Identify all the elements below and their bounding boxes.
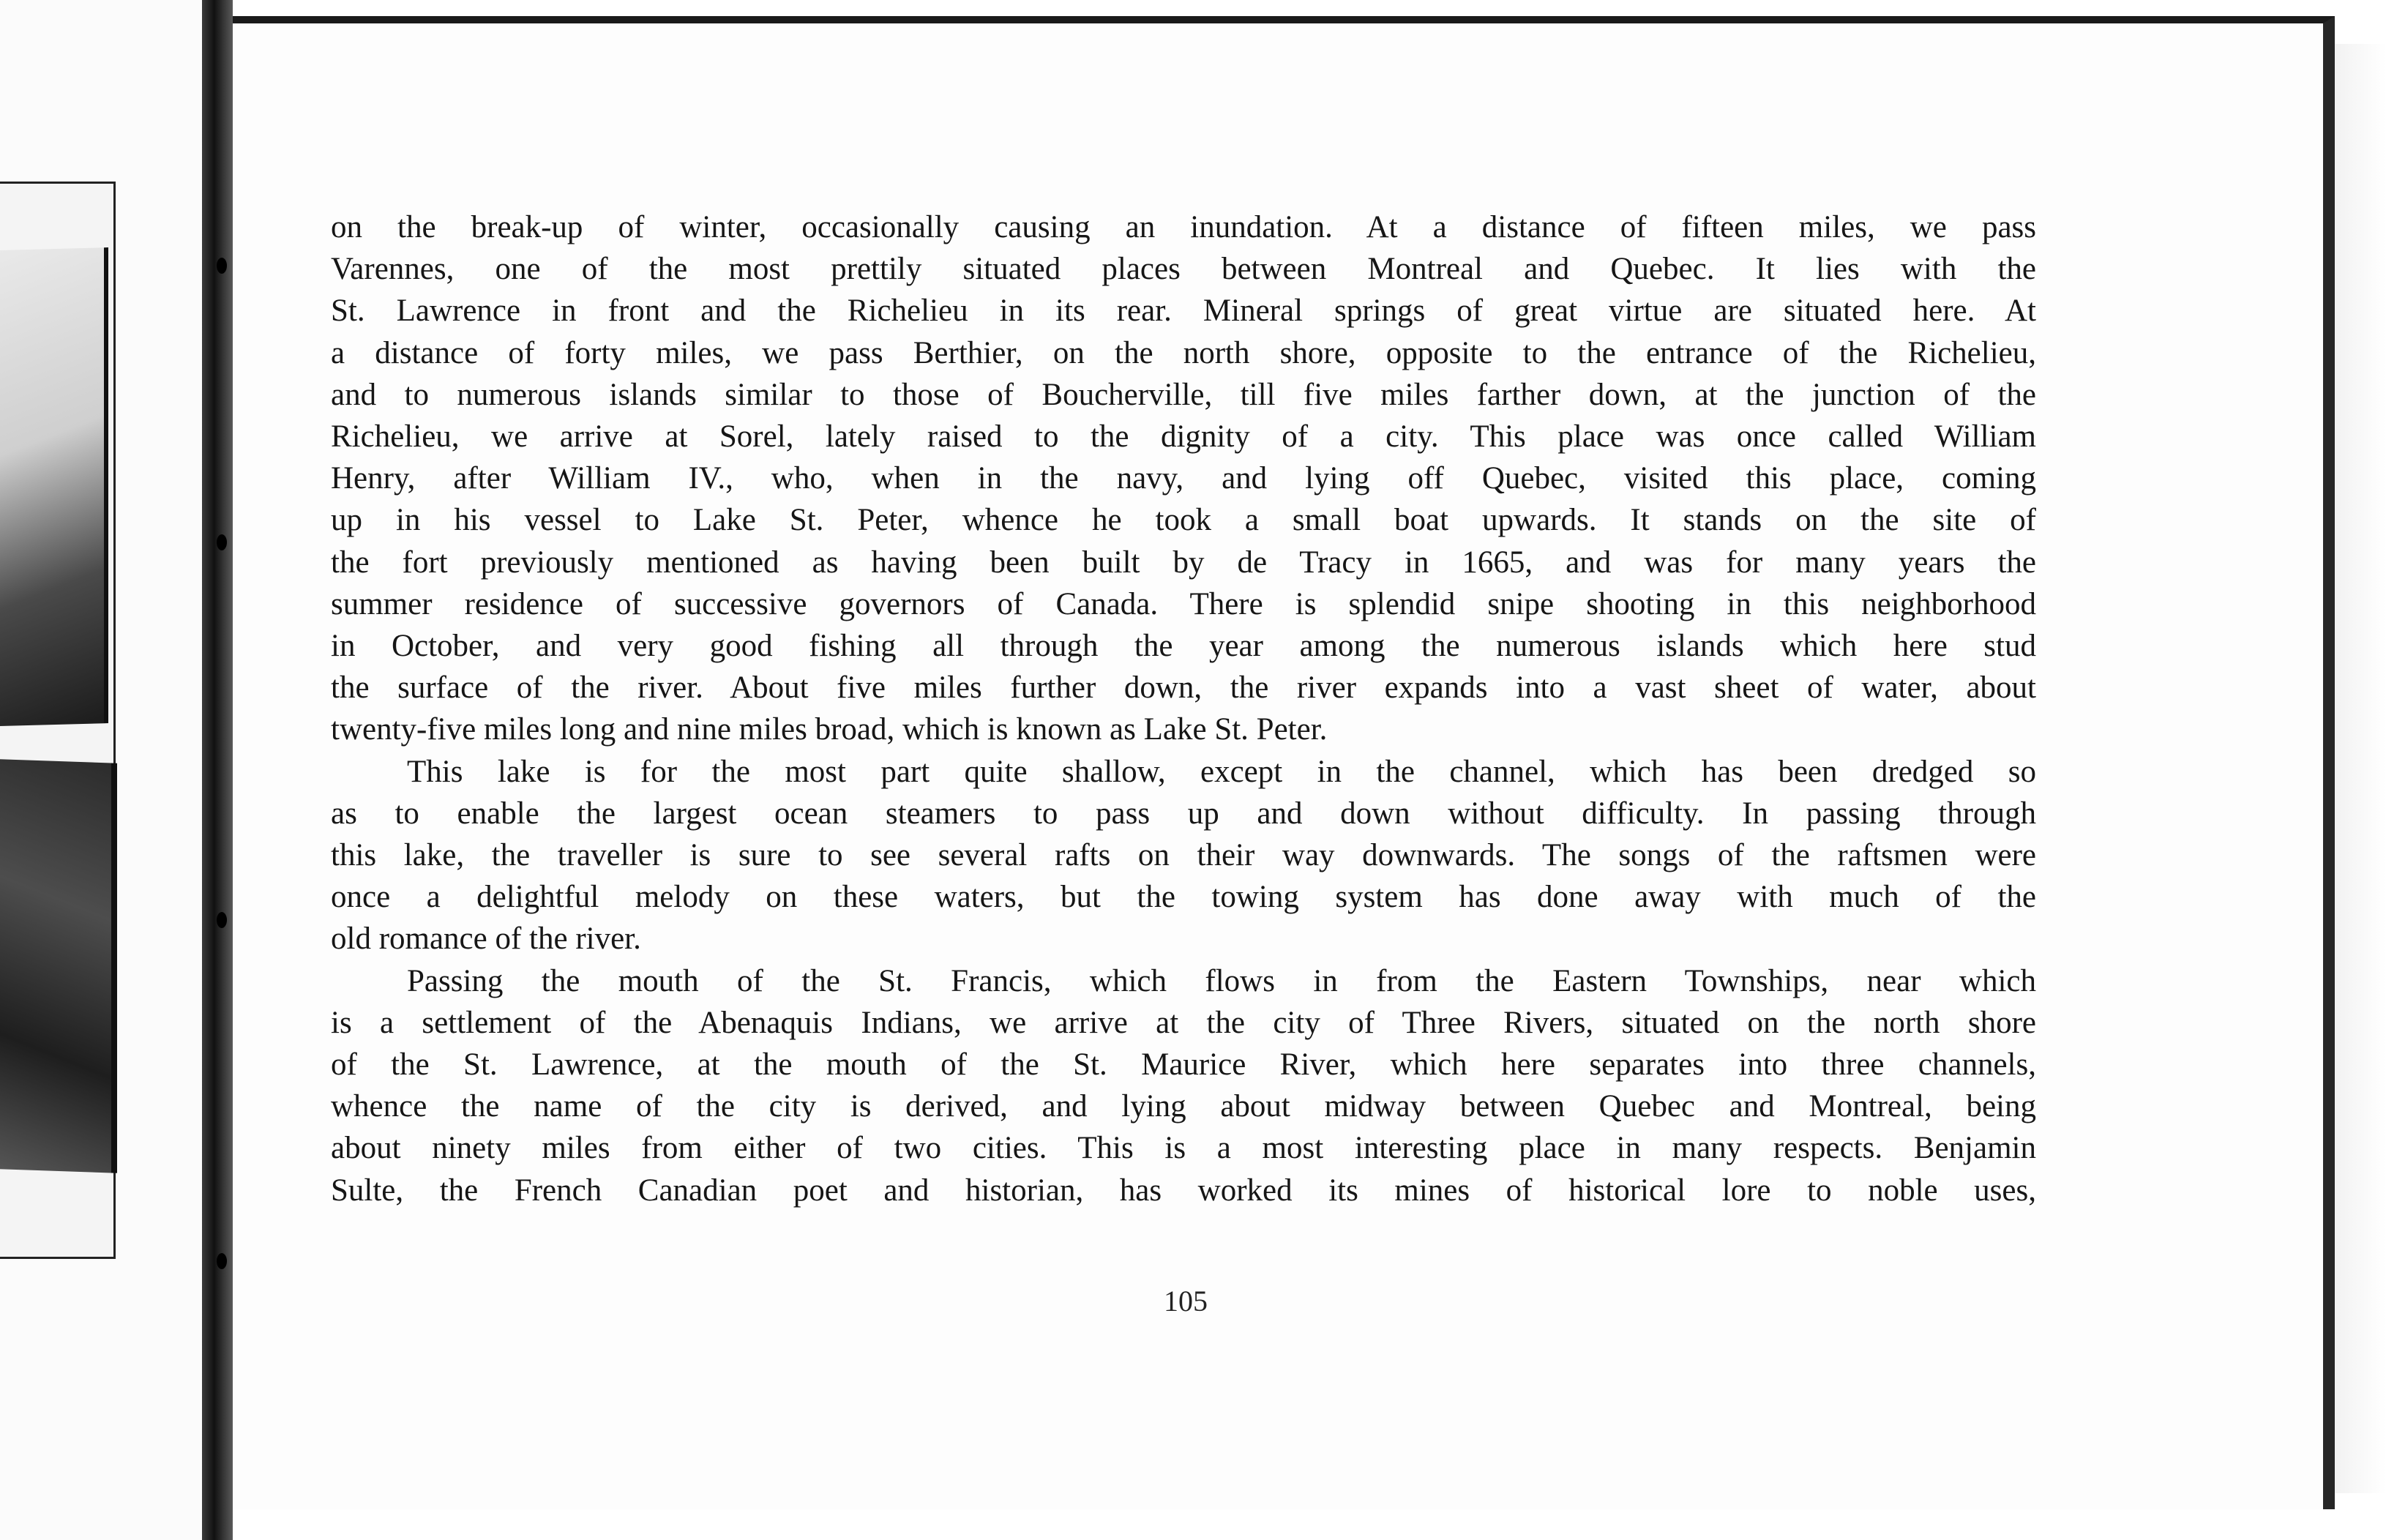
text-line: a distance of forty miles, we pass Berthier, on the north shore, opposite to the entrance of the Richelieu, (331, 335, 2036, 370)
binding-hole (217, 258, 227, 274)
text-line: Richelieu, we arrive at Sorel, lately raised to the dignity of a city. This place was once called William (331, 419, 2036, 455)
text-line: in October, and very good fishing all through the year among the numerous islands which here stud (331, 629, 2036, 664)
text-line: is a settlement of the Abenaquis Indians, we arrive at the city of Three Rivers, situated on the north shore (331, 1005, 2036, 1040)
left-facing-page (0, 0, 202, 1540)
text-line: twenty-five miles long and nine miles broad, which is known as Lake St. Peter. (331, 712, 1328, 747)
left-photo-upper (0, 247, 108, 726)
text-line: summer residence of successive governors of Canada. There is splendid snipe shooting in this neighborhood (331, 586, 2036, 621)
binding-hole (217, 912, 227, 928)
text-line: whence the name of the city is derived, and lying about midway between Quebec and Montreal, being (331, 1089, 2036, 1124)
text-line: and to numerous islands similar to those of Boucherville, till five miles farther down, at the junction of the (331, 377, 2036, 412)
body-text (331, 206, 2036, 1211)
text-line: up in his vessel to Lake St. Peter, whence he took a small boat upwards. It stands on the site of (331, 503, 2036, 538)
text-line: once a delightful melody on these waters, but the towing system has done away with much of the (331, 880, 2036, 915)
text-line: as to enable the largest ocean steamers to pass up and down without difficulty. In passing through (331, 796, 2036, 831)
text-line: old romance of the river. (331, 922, 641, 957)
text-line: Varennes, one of the most prettily situated places between Montreal and Quebec. It lies with the (331, 252, 2036, 287)
binding-hole (217, 534, 227, 550)
text-line: Henry, after William IV., who, when in the navy, and lying off Quebec, visited this place, coming (331, 461, 2036, 496)
text-line: about ninety miles from either of two cities. This is a most interesting place in many respects. Benjamin (331, 1131, 2036, 1166)
page-number: 105 (1164, 1285, 1208, 1317)
binding-hole (217, 1253, 227, 1269)
text-line: Passing the mouth of the St. Francis, which flows in from the Eastern Townships, near which (407, 963, 2036, 998)
text-line: the surface of the river. About five miles further down, the river expands into a vast sheet of water, about (331, 670, 2036, 706)
text-line: the fort previously mentioned as having been built by de Tracy in 1665, and was for many years the (331, 545, 2036, 580)
text-line: Sulte, the French Canadian poet and historian, has worked its mines of historical lore to noble uses, (331, 1173, 2036, 1208)
text-line: this lake, the traveller is sure to see several rafts on their way downwards. The songs of the raftsmen were (331, 838, 2036, 873)
text-line: This lake is for the most part quite shallow, except in the channel, which has been dredged so (407, 754, 2036, 789)
text-line: on the break-up of winter, occasionally causing an inundation. At a distance of fifteen miles, we pass (331, 210, 2036, 244)
book-spine (202, 0, 233, 1540)
page-edge (2335, 44, 2386, 1493)
text-line: of the St. Lawrence, at the mouth of the St. Maurice River, which here separates into three channels, (331, 1047, 2036, 1083)
left-photo-lower (0, 759, 117, 1173)
text-line: St. Lawrence in front and the Richelieu in its rear. Mineral springs of great virtue are situated here. At (331, 294, 2036, 329)
